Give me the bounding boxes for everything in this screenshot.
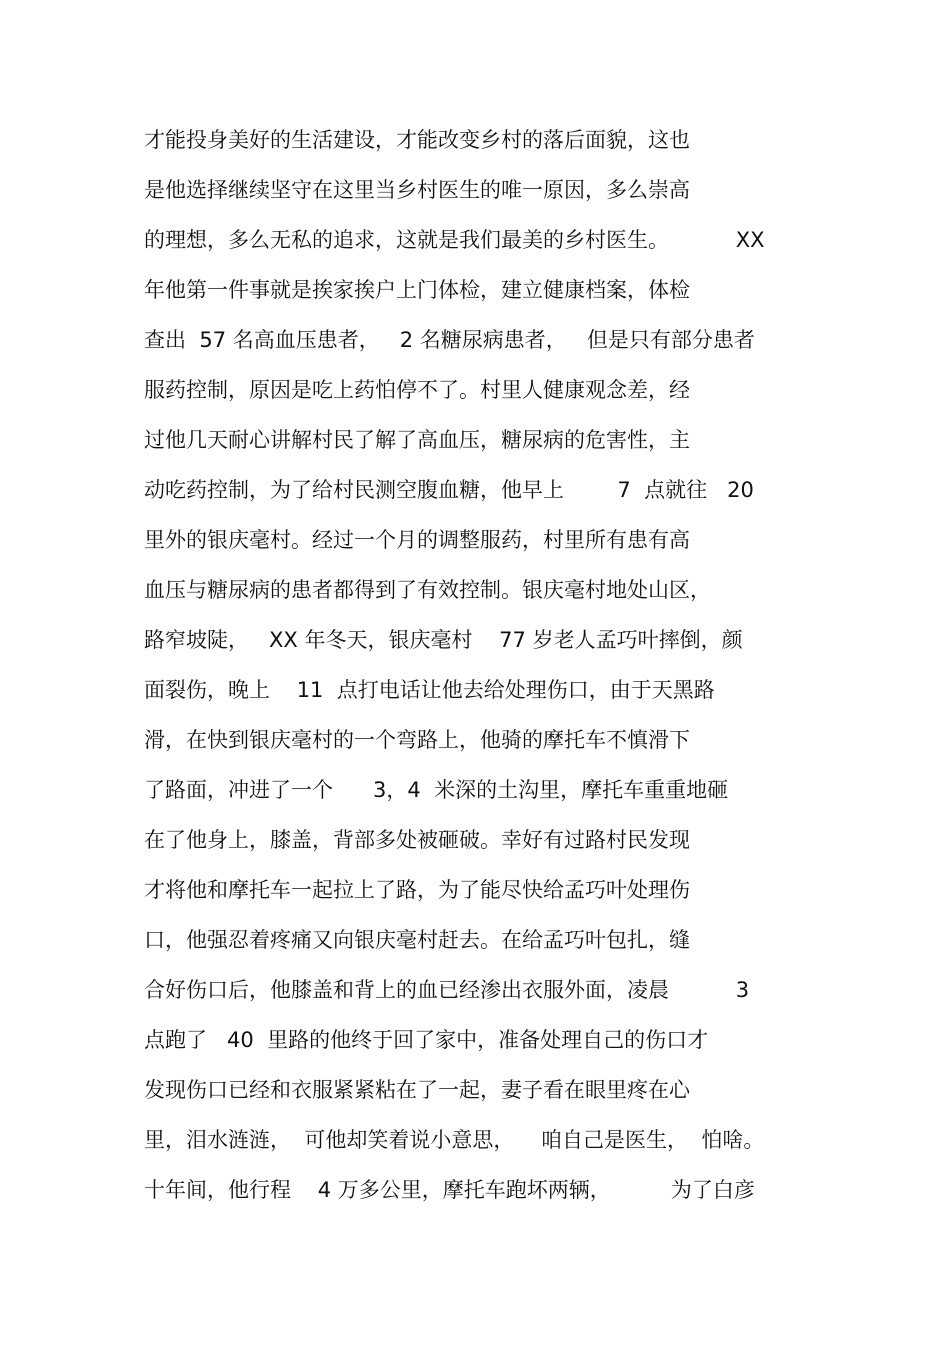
text-line: 查出 57 名高血压患者， 2 名糖尿病患者， 但是只有部分患者 xyxy=(144,328,755,352)
text-line: 发现伤口已经和衣服紧紧粘在了一起，妻子看在眼里疼在心 xyxy=(144,1078,690,1102)
text-line: 动吃药控制，为了给村民测空腹血糖，他早上 7 点就往 20 xyxy=(144,478,754,502)
text-line: 十年间，他行程 4 万多公里，摩托车跑坏两辆， 为了白彦 xyxy=(144,1178,755,1202)
text-line: 才将他和摩托车一起拉上了路，为了能尽快给孟巧叶处理伤 xyxy=(144,878,690,902)
text-line: 路窄坡陡， XX 年冬天，银庆毫村 77 岁老人孟巧叶摔倒，颜 xyxy=(144,628,743,652)
text-line: 口，他强忍着疼痛又向银庆毫村赶去。在给孟巧叶包扎，缝 xyxy=(144,928,690,952)
text-line: 年他第一件事就是挨家挨户上门体检，建立健康档案，体检 xyxy=(144,278,690,302)
text-line: 里外的银庆毫村。经过一个月的调整服药，村里所有患有高 xyxy=(144,528,690,552)
text-line: 里，泪水涟涟， 可他却笑着说小意思， 咱自己是医生， 怕啥。 xyxy=(144,1128,765,1152)
text-line: 过他几天耐心讲解村民了解了高血压，糖尿病的危害性，主 xyxy=(144,428,690,452)
text-line: 了路面，冲进了一个 3，4 米深的土沟里，摩托车重重地砸 xyxy=(144,778,729,802)
text-line: 在了他身上，膝盖，背部多处被砸破。幸好有过路村民发现 xyxy=(144,828,690,852)
text-line: 合好伤口后，他膝盖和背上的血已经渗出衣服外面，凌晨 3 xyxy=(144,978,750,1002)
text-line: 滑，在快到银庆毫村的一个弯路上，他骑的摩托车不慎滑下 xyxy=(144,728,690,752)
text-line: 的理想，多么无私的追求，这就是我们最美的乡村医生。 XX xyxy=(144,228,765,252)
text-line: 才能投身美好的生活建设，才能改变乡村的落后面貌，这也 xyxy=(144,128,690,152)
text-line: 服药控制，原因是吃上药怕停不了。村里人健康观念差，经 xyxy=(144,378,690,402)
text-line: 血压与糖尿病的患者都得到了有效控制。银庆毫村地处山区， xyxy=(144,578,711,602)
text-line: 点跑了 40 里路的他终于回了家中，准备处理自己的伤口才 xyxy=(144,1028,709,1052)
text-line: 面裂伤，晚上 11 点打电话让他去给处理伤口，由于天黑路 xyxy=(144,678,715,702)
text-line: 是他选择继续坚守在这里当乡村医生的唯一原因，多么崇高 xyxy=(144,178,690,202)
